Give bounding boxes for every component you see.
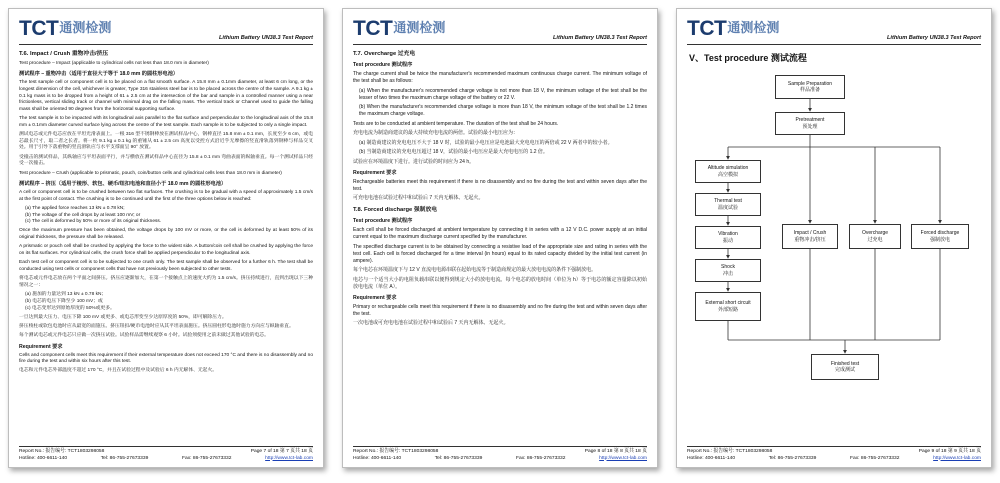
report-page-9	[676, 8, 992, 468]
paragraph-cn: 充电电流为制造商建议的最大持续充电电流的两倍。试验的最小电压应为：	[353, 130, 519, 136]
telephone: Tel: 86-755-27673339	[768, 455, 817, 461]
requirement-heading: Requirement 要求	[353, 169, 397, 176]
test-flowchart	[687, 65, 983, 445]
tct-logo: TCT通测检测	[353, 17, 446, 40]
hotline: Hotline: 400-6611-140	[19, 455, 68, 461]
paragraph-cn: 一旦达到最大压力、电压下降 100 mV 或更多、或电芯形变至少达原厚度的 50%，即可解除压力。	[19, 314, 227, 320]
fax: Fax: 86-755-27673332	[849, 455, 900, 461]
crush-heading-cn: 测试程序 – 挤压（适用于棱形、软包、硬币/纽扣电池和直径小于 18.0 mm 的圆柱形电池）	[19, 181, 227, 188]
external-short-circuit-box: External short circuit 外部短路	[695, 292, 761, 321]
paragraph: (b) When the manufacturer's recommended charge voltage is more than 18 V, the minimum voltage of the test shall be 1.2 times the maximum charge voltage.	[359, 104, 647, 117]
hotline: Hotline: 400-6611-140	[353, 455, 402, 461]
page-footer	[687, 446, 981, 462]
paragraph-cn: 将电芯或元件电芯放在两个平面之间挤压。挤压应逐渐加大，在第一个接触点上的速度大约为 1.5 cm/s。挤压持续进行，直到出现以下三种情况之一：	[19, 276, 313, 288]
altitude-simulation-box: Altitude simulation 高空模拟	[695, 160, 761, 183]
paragraph-cn: (a) 制造商建议的充电电压不大于 18 V 时，试验的最小电压应是电池最大充电电压的两倍或 22 V 两者中的较小者。	[359, 139, 613, 146]
report-page-7	[8, 8, 324, 468]
report-title: Lithium Battery UN38.3 Test Report	[887, 35, 981, 41]
overcharge-box: Overcharge 过充电	[849, 224, 901, 249]
fax: Fax: 86-755-27673332	[181, 455, 232, 461]
pretreatment-box: Pretreatment 预处理	[775, 112, 845, 135]
requirement-text-cn: 可充电电池在试验过程中和试验后 7 天内无解体、无起火。	[353, 195, 484, 201]
requirement-text: Rechargeable batteries meet this requirement if there is no disassembly and no fire during the test and within seven days after the test.	[353, 178, 647, 192]
requirement-heading: Requirement 要求	[19, 343, 63, 350]
paragraph: A prismatic or pouch cell shall be crushed by applying the force to the widest side. A button/coin cell shall be crushed by applying the force on its flat surfaces. For cylindrical cells, the crush force shall be applied perpendicular to the longitudinal axis.	[19, 244, 313, 257]
requirement-heading: Requirement 要求	[353, 294, 397, 301]
website-link[interactable]: http://www.tct-lab.com	[933, 455, 981, 461]
paragraph-cn: 每个测试电芯或元件电芯只应做一次挤压试验。试验样品需继续观察 6 小时。试验须使用之前未做过其他试验的电芯。	[19, 333, 269, 339]
paragraph: (a) When the manufacturer's recommended charge voltage is not more than 18 V, the minimum voltage of the test shall be the lesser of two times the maximum charge voltage of the battery or 22 V.	[359, 87, 647, 101]
telephone: Tel: 86-755-27673339	[100, 455, 149, 461]
finished-test-box: Finished test 完成测试	[811, 354, 879, 380]
paragraph: The test sample is to be impacted with its longitudinal axis parallel to the flat surface and perpendicular to the longitudinal axis of the 15.8 mm ± 0.1mm diameter curved surface lying across the centre of the test sample. Each sample is to be subjected to only a single impact.	[19, 116, 313, 128]
requirement-text: Primary or rechargeable cells meet this requirement if there is no disassembly and no fire during the test and within seven days after the test.	[353, 303, 647, 317]
paragraph-cn: 试验应在环境温度下进行。进行试验的时间应为 24 h。	[353, 158, 475, 165]
option-a-cn: (a) 施加的力量达到 13 kN ± 0.78 kN；	[25, 292, 107, 298]
paragraph: The test sample cell or component cell is to be placed on a flat smooth surface. A 15.8 mm ± 0.1mm diameter, at least 6 cm long, or the longest dimension of the cell, whichever is greater, Type 316 stainless steel bar is to be placed across the centre of the sample. A 9.1 kg ± 0.1 kg mass is to be dropped from a height of 61 ± 2.5 cm at the intersection of the bar and sample in a controlled manner using a near frictionless, vertical sliding track or channel with minimal drag on the falling mass. The vertical track or Channel used to guide the falling mass shall be oriented 90 degrees from the horizontal supporting surface.	[19, 80, 313, 112]
paragraph-cn: 每个电芯在环境温度下与 12 V 直流电电源串联在起始电流等于制造商规定的最大放电电流的条件下强制放电。	[353, 267, 597, 273]
paragraph: The charge current shall be twice the manufacturer's recommended maximum continuous charge current. The minimum voltage of the test shall be as follows:	[353, 71, 647, 84]
report-title: Lithium Battery UN38.3 Test Report	[219, 35, 313, 41]
telephone: Tel: 86-755-27673339	[434, 455, 483, 461]
paragraph: Tests are to be conducted at ambient temperature. The duration of the test shall be 24 hours.	[353, 120, 559, 127]
page-header	[353, 17, 647, 45]
paragraph: The specified discharge current is to be obtained by connecting a resistive load of the appropriate size and rating in series with the test cell. Each cell is forced discharged for a time interval (in hours) equal to its rated capacity divided by the initial test current (in ampere).	[353, 243, 647, 264]
procedure-heading: Test procedure 测试程序	[353, 62, 413, 68]
report-number: Report No.: 报告编号: TCT1803298058	[353, 449, 439, 454]
section-title: T.8. Forced discharge 强制放电	[353, 207, 438, 213]
paragraph-cn: 测试电芯或元件电芯应放在平坦光滑表面上。一根 316 型不锈钢棒放在测试样品中心，钢棒直径 15.8 mm ± 0.1 mm，长度至少 6 cm，或电芯最长尺寸，取二者之长者。将一枚 9.1 kg ± 0.1 kg 的重锤从 61 ± 2.5 cm 高度以受控方式沿近乎无摩擦的竖直滑轨落到钢棒与样品交叉处。用于引导下落重物的竖直滑轨应与水平支撑面呈 90° 放置。	[19, 132, 313, 151]
report-page-8	[342, 8, 658, 468]
page-footer	[19, 446, 313, 462]
crush-heading: Test procedure – Crush (applicable to prismatic, pouch, coin/button cells and cylindrical cells less than 18.0 mm in diameter)	[19, 170, 282, 176]
section-title: T.6. Impact / Crush 重物冲击/挤压	[19, 51, 109, 57]
option-b: (b) The voltage of the cell drops by at least 100 mV; or	[25, 212, 141, 218]
forced-discharge-box: Forced discharge 强制放电	[911, 224, 969, 249]
option-b-cn: (b) 电芯的电压下降至少 100 mV；或	[25, 298, 103, 304]
page-number: Page 8 of 18 第 8 页共 18 页	[584, 449, 647, 454]
shock-box: Shock 冲击	[695, 259, 761, 282]
fax: Fax: 86-755-27673332	[515, 455, 566, 461]
page-footer	[353, 446, 647, 462]
page-header	[19, 17, 313, 45]
paragraph-cn: 挤压棱柱或软包电池时应从最宽的面施压。挤压钮扣/硬币电池时应从其平坦表面施压。挤压圆柱形电池时施力方向应与纵轴垂直。	[19, 323, 294, 329]
requirement-text-cn: 一次电池或可充电电池在试验过程中和试验后 7 天内无解体、无起火。	[353, 320, 509, 326]
hotline: Hotline: 400-6611-140	[687, 455, 736, 461]
report-number: Report No.: 报告编号: TCT1803298058	[19, 449, 105, 454]
paragraph: Once the maximum pressure has been obtained, the voltage drops by 100 mV or more, or the cell is deformed by at least 50% of its original thickness, the pressure shall be released.	[19, 228, 313, 241]
page-number: Page 9 of 18 第 9 页共 18 页	[918, 449, 981, 454]
sample-preparation-box: Sample Preparation 样品准备	[775, 75, 845, 99]
requirement-text: Cells and component cells meet this requirement if their external temperature does not exceed 170 °C and there is no disassembly and no fire during the test and within six hours after this test.	[19, 352, 313, 365]
tct-logo: TCT通测检测	[687, 17, 780, 40]
thermal-test-box: Thermal test 温度试验	[695, 193, 761, 216]
procedure-heading-cn: 测试程序 – 重物冲击（适用于直径大于等于 18.0 mm 的圆柱形电池）	[19, 71, 179, 78]
option-c: (c) The cell is deformed by 50% or more of its original thickness.	[25, 219, 162, 225]
paragraph-cn: 电芯与一个适当大小的电阻负载串联以便得到规定大小的放电电流。每个电芯的放电时间（单位为 h）等于电芯的额定容量除以初始放电电流（单位 A）。	[353, 276, 647, 290]
website-link[interactable]: http://www.tct-lab.com	[599, 455, 647, 461]
section-title: T.7. Overcharge 过充电	[353, 51, 416, 57]
report-title: Lithium Battery UN38.3 Test Report	[553, 35, 647, 41]
procedure-heading: Test procedure – Impact (applicable to cylindrical cells not less than 18.0 mm in diameter)	[19, 60, 209, 66]
paragraph: Each test cell or component cell is to be subjected to one crush only. The test sample shall be observed for a further 6 h. The test shall be conducted using test cells or component cells that have not previously been subjected to other tests.	[19, 260, 313, 272]
section-title: V、Test procedure 测试流程	[689, 53, 807, 63]
website-link[interactable]: http://www.tct-lab.com	[265, 455, 313, 461]
option-c-cn: (c) 电芯变形达到原始厚度的 50%或更多。	[25, 305, 115, 311]
paragraph: A cell or component cell is to be crushed between two flat surfaces. The crushing is to be gradual with a speed of approximately 1.5 cm/s at the first point of contact. The crushing is to be continued until the first of the three options below is reached:	[19, 189, 313, 202]
paragraph: Each cell shall be forced discharged at ambient temperature by connecting it in series with a 12 V D.C. power supply at an initial current equal to the maximum discharge current specified by the manufacturer.	[353, 227, 647, 240]
paragraph-cn: (b) 当制造商建议的充电电压超过 18 V，试验的最小电压应是最大充电电压的 1.2 倍。	[359, 149, 548, 155]
report-number: Report No.: 报告编号: TCT1803298058	[687, 449, 773, 454]
tct-logo: TCT通测检测	[19, 17, 112, 40]
option-a: (a) The applied force reaches 13 kN ± 0.78 kN;	[25, 205, 125, 211]
page-number: Page 7 of 18 第 7 页共 18 页	[250, 449, 313, 454]
impact-crush-box: Impact / Crush 重物冲击/挤压	[782, 224, 838, 249]
vibration-box: Vibration 振动	[695, 226, 761, 249]
paragraph-cn: 受撞击的测试样品，其纵轴应与平坦表面平行，并与横放在测试样品中心直径为 15.8 ± 0.1 mm 弯曲表面的纵轴垂直。每一个测试样品只经受一次撞击。	[19, 154, 313, 167]
page-header	[687, 17, 981, 45]
procedure-heading: Test procedure 测试程序	[353, 218, 413, 224]
requirement-text-cn: 电芯和元件电芯外部温度不超过 170 °C，并且在试验过程中及试验后 6 h 内无解体、无起火。	[19, 368, 218, 374]
